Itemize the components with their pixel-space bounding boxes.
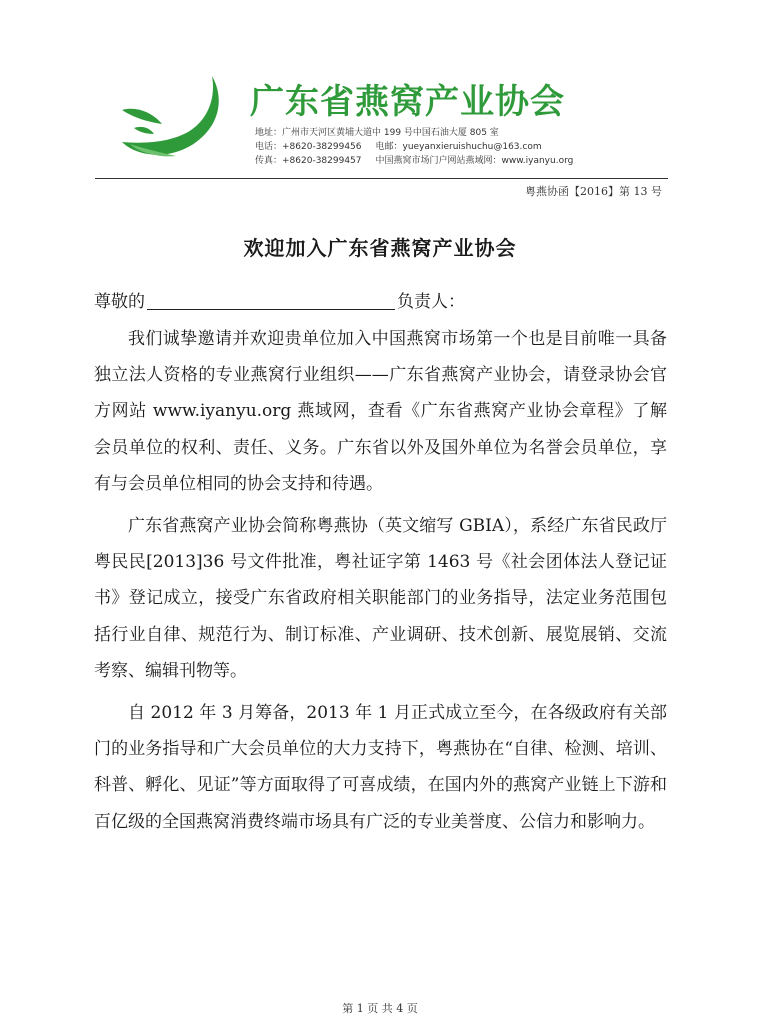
salutation-suffix: 负责人： [397,292,465,312]
organization-name: 广东省燕窝产业协会 [250,82,565,122]
header-divider [95,178,668,179]
phone-text: 电话：+8620-38299456 [255,142,362,152]
page-footer: 第 1 页 共 4 页 [342,1002,418,1015]
recipient-blank-line [147,291,395,310]
email-text: 电邮：yueyanxieruishuchu@163.com [375,142,542,152]
salutation [94,287,465,312]
letter-body [94,321,667,846]
paragraph: 我们诚挚邀请并欢迎贵单位加入中国燕窝市场第一个也是目前唯一具备独立法人资格的专业燕窝行业组织——广东省燕窝产业协会，请登录协会官方网站 www.iyanyu.org 燕域网，查看《广东省燕窝产业协会章程》了解会员单位的权利、责任、义务。广东省以外及国外单位为名誉会员单位，享有与会员单位相同的协会支持和待遇。 [94,329,667,494]
salutation-prefix: 尊敬的 [94,292,145,312]
fax-text: 传真：+8620-38299457 [255,156,362,166]
association-logo [112,70,224,162]
paragraph: 广东省燕窝产业协会简称粤燕协（英文缩写 GBIA），系经广东省民政厅粤民民[2013]36 号文件批准，粤社证字第 1463 号《社会团体法人登记证书》登记成立，接受广东省政府相关职能部门的业务指导，法定业务范围包括行业自律、规范行为、制订标准、产业调研、技术创新、展览展销、交流考察、编辑刊物等。 [94,516,667,681]
paragraph: 自 2012 年 3 月筹备，2013 年 1 月正式成立至今，在各级政府有关部门的业务指导和广大会员单位的大力支持下，粤燕协在“自律、检测、培训、科普、孵化、见证”等方面取得了可喜成绩，在国内外的燕窝产业链上下游和百亿级的全国燕窝消费终端市场具有广泛的专业美誉度、公信力和影响力。 [94,703,667,832]
address-text: 地址：广州市天河区黄埔大道中 199 号中国石油大厦 805 室 [255,128,499,138]
portal-text: 中国燕窝市场门户网站燕域网：www.iyanyu.org [375,156,574,166]
document-number: 粤燕协函【2016】第 13 号 [525,185,662,198]
contact-info [255,126,573,168]
letterhead [0,0,760,180]
letter-title: 欢迎加入广东省燕窝产业协会 [243,236,517,260]
